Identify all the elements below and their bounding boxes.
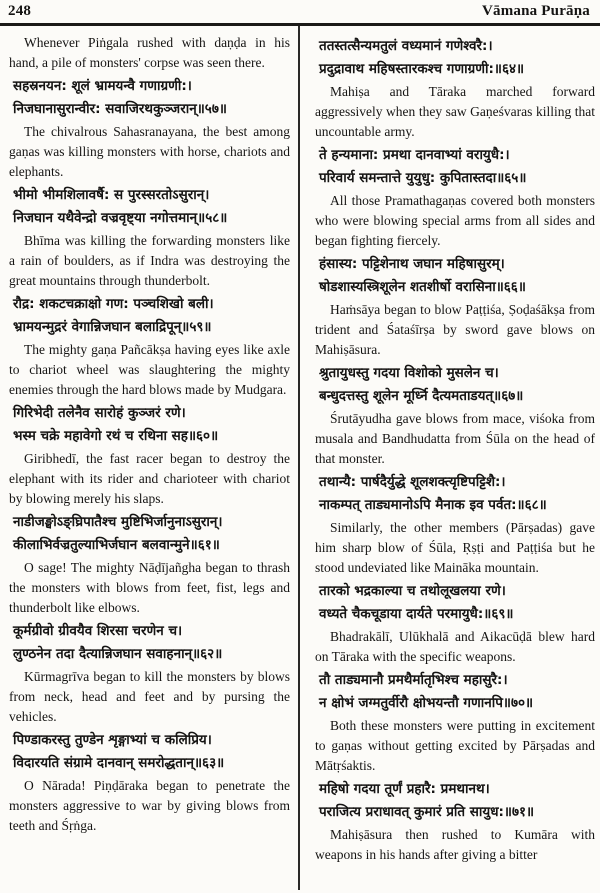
translation-paragraph: The mighty gaṇa Pañcākṣa having eyes like axle to chariot wheel was slaughtering the mighty enemies through the hard blows made by Mudgara.: [9, 342, 290, 397]
translation-paragraph: Whenever Piṅgala rushed with daṇḍa in his hand, a pile of monsters' corpse was seen there.: [9, 35, 290, 70]
sanskrit-verse-line: ते हन्यमाना: प्रमथा दानवाभ्यां वरायुधै:।: [319, 147, 510, 163]
translation-paragraph: Similarly, the other members (Pārṣadas) gave him sharp blow of Śūla, Ṛṣṭi and Paṭṭiśa but he stood undeviated like Maināka mountain.: [315, 520, 595, 575]
right-column: [300, 26, 600, 890]
sanskrit-verse-line: कीलाभिर्वज्रतुल्याभिर्जघान बलवान्मुने॥६१॥: [13, 537, 220, 553]
translation-paragraph: O sage! The mighty Nāḍījañgha began to thrash the monsters with blows from feet, fist, legs and thunderbolt like elbows.: [9, 560, 290, 615]
translation-paragraph: Haṁsāya began to blow Paṭṭiśa, Ṣoḍaśākṣa from trident and Śataśīrṣa by sword gave blows on Mahiṣāsura.: [315, 302, 595, 357]
sanskrit-verse: [319, 362, 595, 408]
sanskrit-verse-line: रौद्र: शकटचक्राक्षो गण: पञ्चशिखो बली।: [13, 296, 214, 312]
sanskrit-verse-line: कूर्मग्रीवो ग्रीवयैव शिरसा चरणेन च।: [13, 623, 183, 639]
translation-paragraph: Bhīma was killing the forwarding monsters like a rain of boulders, as if Indra was destroying the great mountains through thunderbolt.: [9, 233, 290, 288]
sanskrit-verse-line: गिरिभेदी तलेनैव सारोहं कुञ्जरं रणे।: [13, 405, 186, 421]
sanskrit-verse-line: तौ ताड्यमानौ प्रमथैर्मातृभिश्च महासुरै:।: [319, 672, 508, 688]
sanskrit-verse-line: निजघान यथैवेन्द्रो वज्रवृष्ट्या नगोत्तमान्॥५८॥: [13, 210, 228, 226]
sanskrit-verse: [13, 729, 290, 775]
sanskrit-verse-line: भीमो भीमशिलावर्षै: स पुरस्सरतोऽसुरान्।: [13, 187, 210, 203]
sanskrit-verse-line: पराजित्य प्रराधावत् कुमारं प्रति सायुध:॥७१॥: [319, 804, 535, 820]
sanskrit-verse-line: महिषो गदया तूर्णं प्रहारै: प्रमथानथ।: [319, 781, 490, 797]
sanskrit-verse: [13, 511, 290, 557]
sanskrit-verse-line: बन्धुदत्तस्तु शूलेन मूर्ध्नि दैत्यमताडयत्॥६७॥: [319, 388, 524, 404]
sanskrit-verse: [319, 35, 595, 81]
left-column: [0, 26, 300, 890]
translation-paragraph: Mahiṣāsura then rushed to Kumāra with weapons in his hands after giving a bitter: [315, 827, 595, 862]
translation-paragraph: O Nārada! Piṇḍāraka began to penetrate the monsters aggressive to war by giving blows from teeth and Śṛṅga.: [9, 778, 290, 833]
sanskrit-verse-line: तथान्यै: पार्षदैर्युद्धे शूलशक्त्यृष्टिपट्टिशै:।: [319, 474, 506, 490]
sanskrit-verse-line: षोडशास्यस्त्रिशूलेन शतशीर्षो वरासिना॥६६॥: [319, 279, 526, 295]
sanskrit-verse: [319, 253, 595, 299]
translation-paragraph: All those Pramathagaṇas covered both monsters who were blowing special arms from all sides and began fighting fiercely.: [315, 193, 595, 248]
book-title: Vāmana Purāṇa: [481, 3, 590, 19]
sanskrit-verse: [13, 184, 290, 230]
sanskrit-verse-line: तारको भद्रकाल्या च तथोलूखलया रणे।: [319, 583, 506, 599]
sanskrit-verse-line: वध्यते चैकचूडाया दार्यते परमायुधै:॥६९॥: [319, 606, 514, 622]
sanskrit-verse-line: लुण्ठनेन तदा दैत्यान्निजघान सवाहनान्॥६२॥: [13, 646, 223, 662]
sanskrit-verse: [13, 402, 290, 448]
translation-paragraph: The chivalrous Sahasranayana, the best among gaṇas was killing monsters with horse, chariots and elephants.: [9, 124, 290, 179]
sanskrit-verse-line: हंसास्य: पट्टिशेनाथ जघान महिषासुरम्।: [319, 256, 505, 272]
sanskrit-verse: [319, 778, 595, 824]
sanskrit-verse-line: प्रदुद्रावाथ महिषस्तारकश्च गणाग्रणी:॥६४॥: [319, 61, 525, 77]
sanskrit-verse-line: भ्रामयन्मुद्ररं वेगान्निजघान बलाद्रिपून्॥५९॥: [13, 319, 212, 335]
sanskrit-verse-line: नाकम्पत् ताड्यमानोऽपि मैनाक इव पर्वत:॥६८॥: [319, 497, 547, 513]
translation-paragraph: Both these monsters were putting in excitement to gaṇas without getting excited by Pārṣadas and Mātṛśaktis.: [315, 718, 595, 773]
sanskrit-verse: [319, 471, 595, 517]
sanskrit-verse-line: निजघानासुरान्वीर: सवाजिरथकुञ्जरान्॥५७॥: [13, 101, 227, 117]
translation-paragraph: Giribhedī, the fast racer began to destroy the elephant with its rider and charioteer with chariot by blowing merely his slaps.: [9, 451, 290, 506]
translation-paragraph: Śrutāyudha gave blows from mace, viśoka from musala and Bandhudatta from Śūla on the head of that monster.: [315, 411, 595, 466]
sanskrit-verse: [13, 620, 290, 666]
sanskrit-verse-line: ततस्तत्सैन्यमतुलं वध्यमानं गणेश्वरै:।: [319, 38, 493, 54]
sanskrit-verse-line: न क्षोभं जग्मतुर्वीरौ क्षोभयन्तौ गणानपि॥७०॥: [319, 695, 534, 711]
sanskrit-verse-line: भस्म चक्रे महावेगो रथं च रथिना सह॥६०॥: [13, 428, 219, 444]
sanskrit-verse: [13, 293, 290, 339]
sanskrit-verse-line: विदारयति संग्रामे दानवान् समरोद्धतान्॥६३॥: [13, 755, 225, 771]
sanskrit-verse-line: सहस्रनयन: शूलं भ्रामयन्वै गणाग्रणी:।: [13, 78, 192, 94]
sanskrit-verse-line: परिवार्य समन्तात्ते युयुधु: कुपितास्तदा॥६५॥: [319, 170, 527, 186]
translation-paragraph: Mahiṣa and Tāraka marched forward aggressively when they saw Gaṇeśvaras killing that uncountable army.: [315, 84, 595, 139]
sanskrit-verse: [319, 580, 595, 626]
page-header: [0, 0, 600, 20]
sanskrit-verse: [13, 75, 290, 121]
page-number: 248: [8, 3, 32, 19]
translation-paragraph: Bhadrakālī, Ulūkhalā and Aikacūḍā blew hard on Tāraka with the specific weapons.: [315, 629, 595, 664]
sanskrit-verse-line: नाडीजङ्घोऽङ्घ्रिपातैश्च मुष्टिभिर्जानुनाऽसुरान्।: [13, 514, 223, 530]
sanskrit-verse: [319, 144, 595, 190]
sanskrit-verse-line: पिण्डाकरस्तु तुण्डेन शृङ्गाभ्यां च कलिप्रिय।: [13, 732, 212, 748]
translation-paragraph: Kūrmagrīva began to kill the monsters by blows from neck, head and feet and by pursing the vehicles.: [9, 669, 290, 724]
text-columns: [0, 26, 600, 890]
sanskrit-verse: [319, 669, 595, 715]
sanskrit-verse-line: श्रुतायुधस्तु गदया विशोको मुसलेन च।: [319, 365, 499, 381]
